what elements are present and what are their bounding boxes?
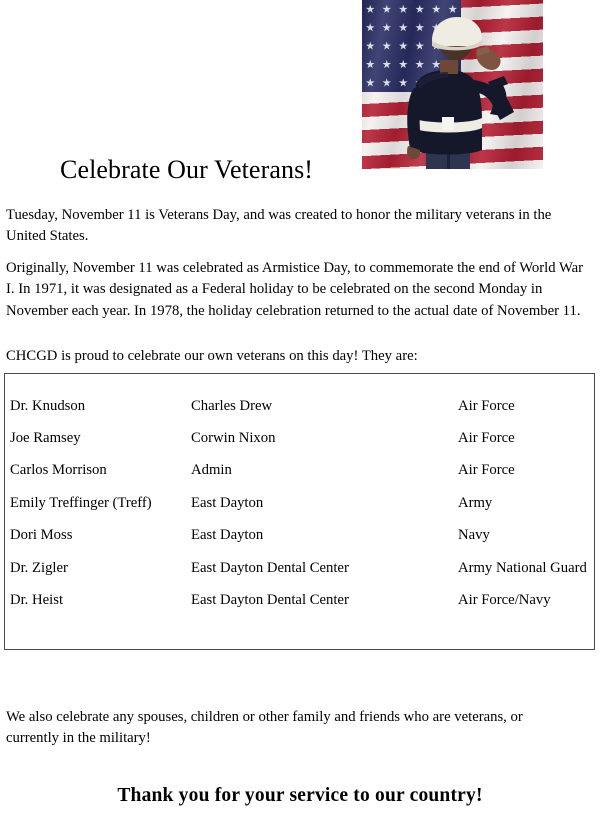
- veteran-site: Corwin Nixon: [191, 430, 276, 447]
- veterans-table-body: [5, 390, 599, 617]
- veteran-name: Emily Treffinger (Treff): [10, 494, 152, 511]
- paragraph-lead-in: CHCGD is proud to celebrate our own veterans on this day! They are:: [6, 347, 418, 364]
- veteran-site: Charles Drew: [191, 397, 273, 414]
- veteran-branch: Air Force: [458, 462, 515, 479]
- veteran-site: East Dayton Dental Center: [191, 559, 349, 576]
- table-row: [5, 390, 599, 422]
- veteran-name: Carlos Morrison: [10, 462, 107, 479]
- veteran-branch: Navy: [458, 527, 490, 544]
- veteran-name: Dr. Knudson: [10, 397, 86, 414]
- table-row: [5, 455, 599, 487]
- veteran-name: Dori Moss: [10, 527, 73, 544]
- table-row: [5, 487, 599, 519]
- paragraph-closing: We also celebrate any spouses, children or other family and friends who are veterans, or currently in the military!: [6, 708, 523, 747]
- marine-saluting-silhouette: [362, 0, 543, 169]
- veterans-table: [4, 373, 595, 650]
- veteran-branch: Air Force/Navy: [458, 592, 551, 609]
- veteran-branch: Air Force: [458, 397, 515, 414]
- table-row: [5, 520, 599, 552]
- veterans-table-grid: [5, 390, 599, 617]
- veteran-site: East Dayton: [191, 527, 264, 544]
- veteran-site: Admin: [191, 462, 232, 479]
- page-title: Celebrate Our Veterans!: [60, 155, 314, 185]
- veteran-name: Dr. Heist: [10, 592, 64, 609]
- veteran-site: East Dayton Dental Center: [191, 592, 349, 609]
- veteran-name: Joe Ramsey: [10, 430, 81, 447]
- veteran-branch: Air Force: [458, 430, 515, 447]
- footer-thank-you: Thank you for your service to our country!: [117, 785, 483, 806]
- veteran-site: East Dayton: [191, 494, 264, 511]
- veteran-branch: Army: [458, 494, 493, 511]
- paragraph-intro: Tuesday, November 11 is Veterans Day, and was created to honor the military veterans in the United States.: [6, 206, 552, 245]
- veteran-name: Dr. Zigler: [10, 559, 68, 576]
- table-row: [5, 584, 599, 616]
- table-row: [5, 422, 599, 454]
- paragraph-history: Originally, November 11 was celebrated as Armistice Day, to commemorate the end of World War I. In 1971, it was designated as a Federal holiday to be celebrated on the second Monday in November each year. In 1978, the holiday celebration returned to the actual date of November 11.: [6, 259, 584, 319]
- table-row: [5, 552, 599, 584]
- veteran-branch: Army National Guard: [458, 559, 587, 576]
- hero-image-marine-saluting-flag: [362, 0, 543, 169]
